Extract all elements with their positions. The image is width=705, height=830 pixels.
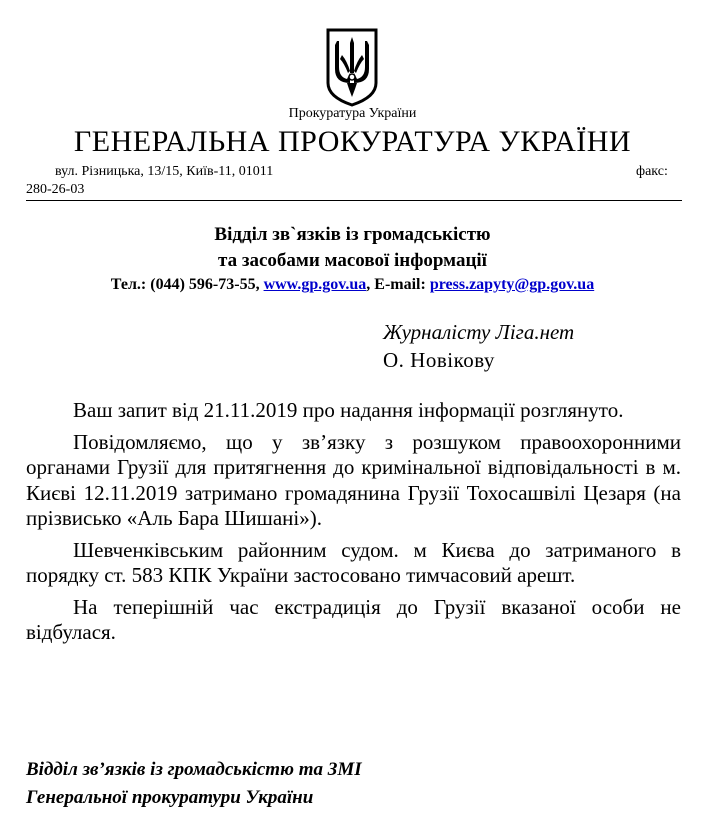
letter-body (26, 398, 681, 652)
fax-label: факс: (636, 164, 668, 179)
website-link[interactable]: www.gp.gov.ua (263, 276, 367, 293)
body-paragraph-4: На теперішній час екстрадиція до Грузії вказаної особи не відбулася. (26, 594, 681, 644)
address-line: вул. Різницька, 13/15, Київ-11, 01011 (55, 164, 274, 179)
email-label: , E-mail: (366, 276, 430, 293)
body-paragraph-3: Шевченківським районним судом. м Києва до затриманого в порядку ст. 583 КПК України застосовано тимчасовий арешт. (26, 537, 681, 587)
signature-line2: Генеральної прокуратури України (26, 787, 314, 808)
signature-line1: Відділ зв’язків із громадськістю та ЗМІ (26, 759, 362, 780)
signature-block (26, 756, 362, 812)
org-small-title: Прокуратура України (288, 106, 417, 121)
body-paragraph-1: Ваш запит від 21.11.2019 про надання інформації розглянуто. (73, 398, 624, 422)
fax-number: 280-26-03 (26, 182, 85, 197)
email-link[interactable]: press.zapyty@gp.gov.ua (429, 276, 595, 293)
department-title-line1: Відділ зв`язків із громадськістю (214, 224, 491, 245)
coat-of-arms-emblem (325, 27, 379, 107)
body-paragraph-2: Повідомляємо, що у зв’язку з розшуком правоохоронними органами Грузії для притягнення до кримінальної відповідальності в м. Києві 12.11.2019 затримано громадянина Грузії Тохосашвілі Цезаря (на прізвисько «Аль Бара Шишані»). (26, 429, 681, 530)
department-contacts (0, 276, 705, 294)
department-title-line2: та засобами масової інформації (218, 250, 487, 271)
phone-text: Тел.: (044) 596-73-55, (110, 276, 264, 293)
recipient-line2: О. Новікову (383, 348, 495, 372)
header-divider (26, 200, 682, 201)
org-title: ГЕНЕРАЛЬНА ПРОКУРАТУРА УКРАЇНИ (73, 125, 632, 158)
recipient-line1: Журналісту Ліга.нет (383, 320, 575, 344)
